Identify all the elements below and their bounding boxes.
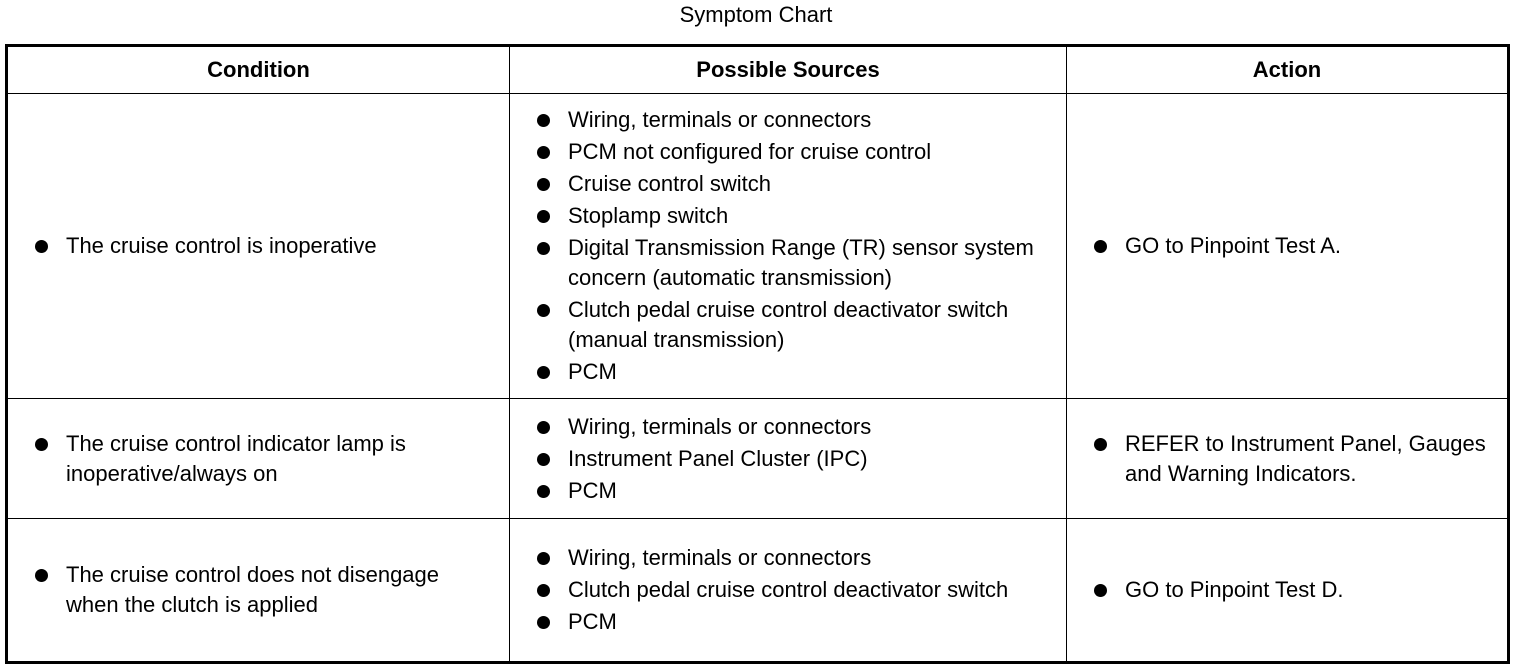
source-text: Stoplamp switch <box>568 203 729 228</box>
source-text: PCM <box>568 477 617 503</box>
bullet-icon <box>537 453 550 466</box>
list-item <box>510 105 1066 135</box>
bullet-icon <box>537 584 550 597</box>
table-row <box>7 519 1509 663</box>
list-item <box>510 169 1066 199</box>
action-cell <box>1067 519 1509 663</box>
bullet-icon <box>35 438 48 451</box>
bullet-icon <box>1094 240 1107 253</box>
bullet-icon <box>35 240 48 253</box>
list-item <box>510 233 1066 293</box>
action-text: GO to Pinpoint Test D. <box>1125 577 1344 602</box>
sources-cell <box>510 399 1067 519</box>
page-title: Symptom Chart <box>679 2 833 27</box>
bullet-icon <box>537 366 550 379</box>
source-text: PCM <box>568 359 617 384</box>
list-item <box>8 560 509 620</box>
list-item <box>8 429 509 489</box>
source-text: Wiring, terminals or connectors <box>568 413 872 439</box>
list-item <box>510 137 1066 167</box>
action-cell <box>1067 94 1509 399</box>
condition-cell <box>7 399 510 519</box>
source-text: PCM not configured for cruise control <box>568 139 932 164</box>
bullet-icon <box>537 485 550 498</box>
list-item <box>510 476 1066 506</box>
bullet-icon <box>1094 584 1107 597</box>
header-row <box>7 46 1509 94</box>
condition-text: The cruise control does not disengage when the clutch is applied <box>66 562 440 617</box>
bullet-icon <box>537 178 550 191</box>
sources-cell <box>510 94 1067 399</box>
header-possible-sources: Possible Sources <box>510 46 1067 94</box>
bullet-icon <box>537 421 550 434</box>
header-action: Action <box>1067 46 1509 94</box>
table-row <box>7 399 1509 519</box>
action-text: REFER to Instrument Panel, Gauges and Warning Indicators. <box>1125 430 1486 486</box>
action-cell <box>1067 399 1509 519</box>
list-item <box>1067 429 1507 489</box>
source-text: Digital Transmission Range (TR) sensor system concern (automatic transmission) <box>568 235 1034 290</box>
bullet-icon <box>1094 438 1107 451</box>
source-text: Clutch pedal cruise control deactivator switch (manual transmission) <box>568 297 1009 352</box>
list-item <box>510 357 1066 387</box>
bullet-icon <box>537 304 550 317</box>
header-condition: Condition <box>7 46 510 94</box>
bullet-icon <box>537 616 550 629</box>
symptom-table <box>5 44 1510 664</box>
condition-text: The cruise control is inoperative <box>66 233 377 258</box>
bullet-icon <box>537 114 550 127</box>
condition-cell <box>7 94 510 399</box>
list-item <box>8 231 509 261</box>
condition-cell <box>7 519 510 663</box>
source-text: Wiring, terminals or connectors <box>568 107 872 132</box>
source-text: PCM <box>568 609 617 634</box>
source-text: Wiring, terminals or connectors <box>568 545 872 570</box>
table-row <box>7 94 1509 399</box>
bullet-icon <box>35 569 48 582</box>
source-text: Instrument Panel Cluster (IPC) <box>568 445 868 471</box>
bullet-icon <box>537 242 550 255</box>
bullet-icon <box>537 146 550 159</box>
list-item <box>1067 575 1507 605</box>
source-text: Cruise control switch <box>568 171 771 196</box>
list-item <box>510 412 1066 442</box>
source-text: Clutch pedal cruise control deactivator switch <box>568 577 1009 602</box>
list-item <box>510 201 1066 231</box>
sources-cell <box>510 519 1067 663</box>
condition-text: The cruise control indicator lamp is inoperative/always on <box>66 430 406 486</box>
action-text: GO to Pinpoint Test A. <box>1125 233 1342 258</box>
list-item <box>1067 231 1507 261</box>
list-item <box>510 444 1066 474</box>
list-item <box>510 295 1066 355</box>
list-item <box>510 607 1066 637</box>
bullet-icon <box>537 210 550 223</box>
list-item <box>510 575 1066 605</box>
list-item <box>510 543 1066 573</box>
bullet-icon <box>537 552 550 565</box>
